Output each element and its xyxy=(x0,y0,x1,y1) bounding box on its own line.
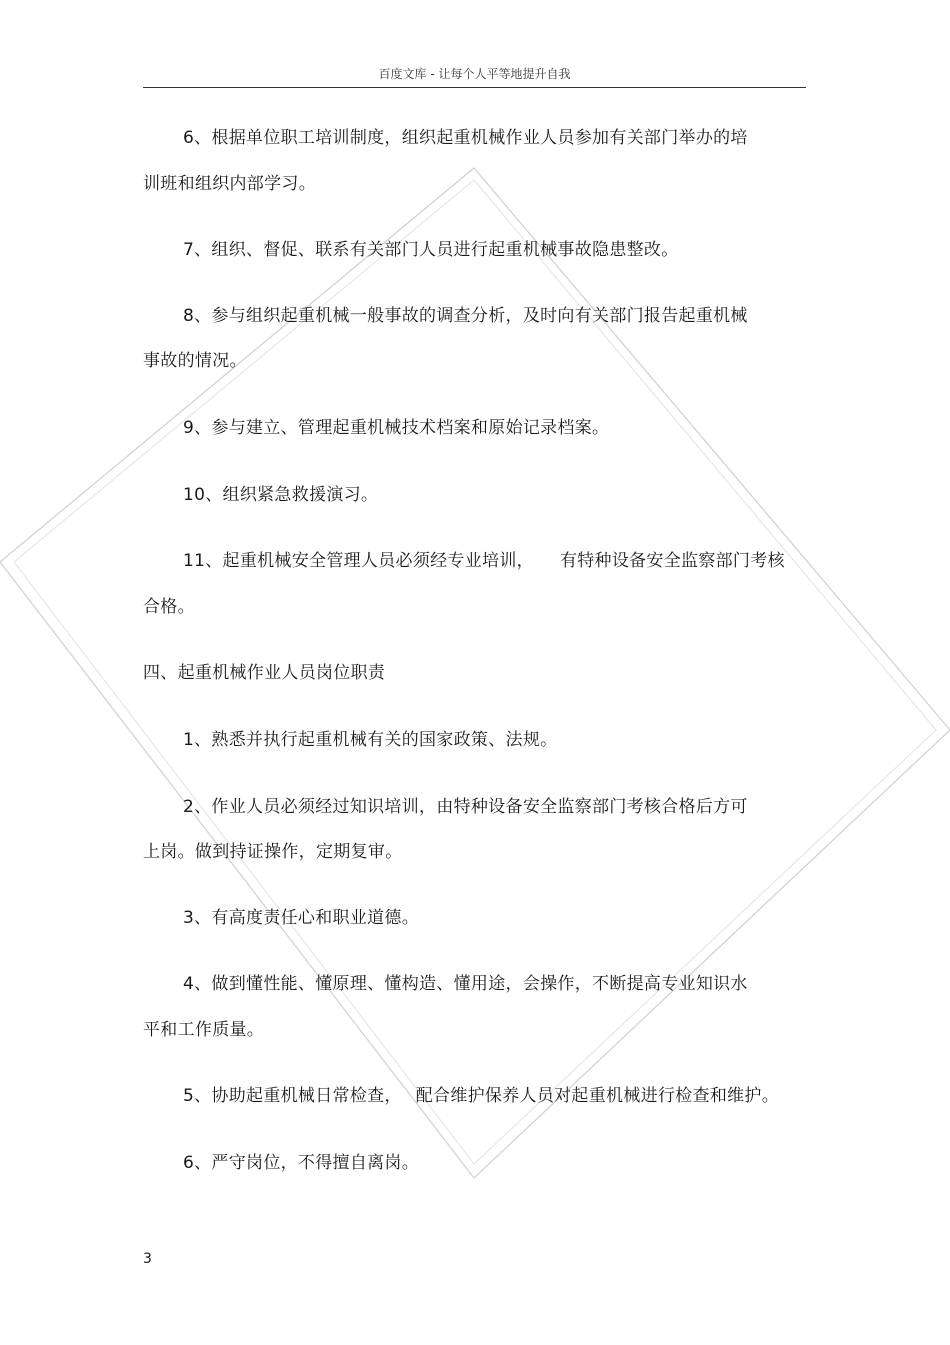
duty-item-4-line-1: 4、做到懂性能、懂原理、懂构造、懂用途，会操作，不断提高专业知识水 xyxy=(183,974,748,994)
list-item-10: 10、组织紧急救援演习。 xyxy=(183,485,379,505)
duty-item-5 xyxy=(183,1085,779,1107)
page-header xyxy=(143,66,806,88)
duty-item-2-line-2: 上岗。做到持证操作，定期复审。 xyxy=(143,842,403,862)
list-item-11-line-2: 合格。 xyxy=(143,597,195,617)
list-item-9: 9、参与建立、管理起重机械技术档案和原始记录档案。 xyxy=(183,418,610,438)
duty-item-6: 6、严守岗位，不得擅自离岗。 xyxy=(183,1153,420,1173)
duty-item-2-line-1: 2、作业人员必须经过知识培训，由特种设备安全监察部门考核合格后方可 xyxy=(183,797,748,817)
duty-item-5-part-1: 5、协助起重机械日常检查， xyxy=(183,1086,402,1106)
list-item-6-line-2: 训班和组织内部学习。 xyxy=(143,174,316,194)
list-item-6-line-1: 6、根据单位职工培训制度，组织起重机械作业人员参加有关部门举办的培 xyxy=(183,128,748,148)
duty-item-5-part-2: 配合维护保养人员对起重机械进行检查和维护。 xyxy=(415,1086,780,1106)
list-item-11-line-1 xyxy=(183,550,785,572)
duty-item-1: 1、熟悉并执行起重机械有关的国家政策、法规。 xyxy=(183,730,558,750)
list-item-11-part-1: 11、起重机械安全管理人员必须经专业培训， xyxy=(183,551,534,571)
section-heading: 四、起重机械作业人员岗位职责 xyxy=(143,663,386,683)
list-item-11-part-2: 有特种设备安全监察部门考核 xyxy=(559,551,785,571)
duty-item-3: 3、有高度责任心和职业道德。 xyxy=(183,908,420,928)
list-item-8-line-1: 8、参与组织起重机械一般事故的调查分析，及时向有关部门报告起重机械 xyxy=(183,306,748,326)
page-number: 3 xyxy=(143,1251,152,1267)
list-item-8-line-2: 事故的情况。 xyxy=(143,351,247,371)
list-item-7: 7、组织、督促、联系有关部门人员进行起重机械事故隐患整改。 xyxy=(183,240,679,260)
header-text: 百度文库 - 让每个人平等地提升自我 xyxy=(378,67,571,81)
duty-item-4-line-2: 平和工作质量。 xyxy=(143,1020,265,1040)
